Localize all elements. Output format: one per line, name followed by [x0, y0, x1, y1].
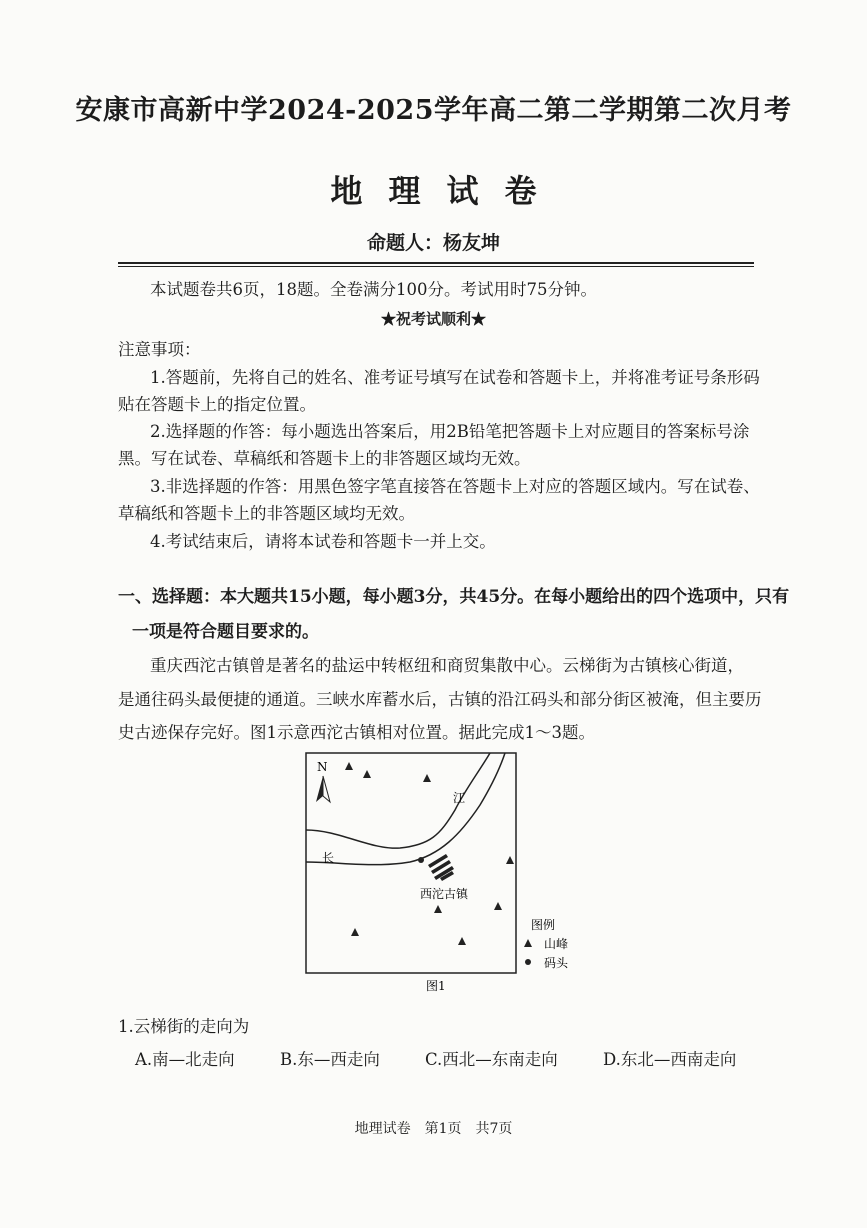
author-line: 命题人：杨友坤 [366, 232, 500, 254]
notice-line: 1.答题前，先将自己的姓名、准考证号填写在试卷和答题卡上，并将准考证号条形码 [150, 368, 760, 387]
town-label: 西沱古镇 [420, 887, 469, 901]
legend-title: 图例 [531, 918, 556, 932]
peak-icon [494, 902, 502, 910]
notice-line: 2.选择题的作答：每小题选出答案后，用2B铅笔把答题卡上对应题目的答案标号涂 [150, 422, 750, 441]
notice-line: 草稿纸和答题卡上的非答题区域均无效。 [118, 504, 415, 523]
legend-dock-label: 码头 [544, 956, 569, 970]
passage-line: 是通往码头最便捷的通道。三峡水库蓄水后，古镇的沿江码头和部分街区被淹，但主要历 [118, 690, 762, 709]
legend-peak-icon [524, 939, 532, 947]
river-label-chang: 长 [322, 851, 335, 865]
dock-icon [418, 857, 424, 863]
town-blocks-icon [428, 854, 454, 881]
exam-info: 本试题卷共6页，18题。全卷满分100分。考试用时75分钟。 [150, 280, 597, 299]
peak-icon [458, 937, 466, 945]
passage-line: 史古迹保存完好。图1示意西沱古镇相对位置。据此完成1～3题。 [118, 723, 595, 742]
subject-title: 地理试卷 [330, 172, 563, 210]
north-arrow-outline-icon [323, 776, 330, 802]
question-1-option-b: B.东—西走向 [280, 1050, 380, 1069]
notice-line: 黑。写在试卷、草稿纸和答题卡上的非答题区域均无效。 [118, 449, 531, 468]
question-1-option-a: A.南—北走向 [135, 1050, 235, 1069]
good-luck-line: ★祝考试顺利★ [380, 310, 486, 328]
figure-1-map [300, 750, 590, 1000]
peak-icon [345, 762, 353, 770]
legend-dock-icon [525, 959, 531, 965]
peak-icon [363, 770, 371, 778]
section-heading: 一、选择题：本大题共15小题，每小题3分，共45分。在每小题给出的四个选项中，只有 [118, 587, 790, 607]
notice-line: 3.非选择题的作答：用黑色签字笔直接答在答题卡上对应的答题区域内。写在试卷、 [150, 477, 760, 496]
question-1-option-c: C.西北—东南走向 [425, 1050, 558, 1069]
north-label: N [317, 760, 328, 774]
peak-icon [434, 905, 442, 913]
notice-title: 注意事项： [118, 340, 201, 359]
page-footer: 地理试卷 第1页 共7页 [354, 1121, 513, 1137]
figure-caption: 图1 [426, 979, 446, 993]
peak-icon [506, 856, 514, 864]
legend-peak-label: 山峰 [544, 937, 569, 951]
notice-line: 4.考试结束后，请将本试卷和答题卡一并上交。 [150, 532, 496, 551]
river-label-jiang: 江 [453, 791, 466, 805]
header-rule-thin [118, 266, 754, 267]
notice-line: 贴在答题卡上的指定位置。 [118, 395, 316, 414]
north-arrow-icon [316, 776, 323, 802]
peak-icon [423, 774, 431, 782]
question-1-stem: 1.云梯街的走向为 [118, 1017, 250, 1036]
question-1-option-d: D.东北—西南走向 [603, 1050, 737, 1069]
section-heading-cont: 一项是符合题目要求的。 [132, 622, 319, 642]
header-rule-thick [118, 262, 754, 264]
exam-title: 安康市高新中学2024-2025学年高二第二学期第二次月考 [75, 95, 792, 126]
passage-line: 重庆西沱古镇曾是著名的盐运中转枢纽和商贸集散中心。云梯街为古镇核心街道， [150, 656, 744, 675]
peak-icon [351, 928, 359, 936]
